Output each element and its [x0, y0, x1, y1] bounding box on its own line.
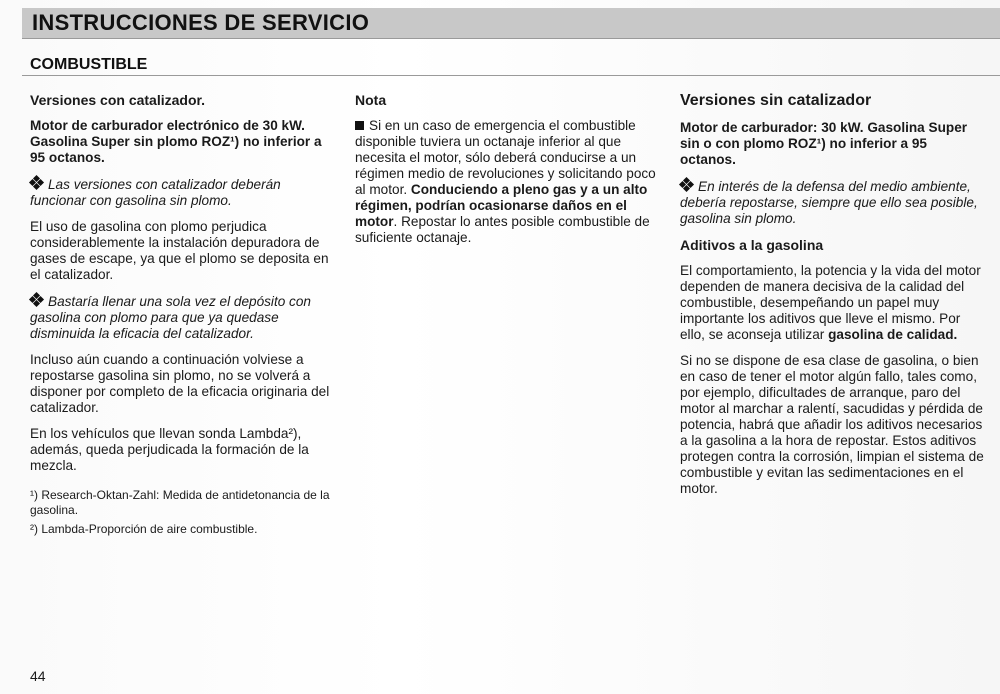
heading-note: Nota	[355, 92, 387, 108]
note-text: Bastaría llenar una sola vez el depósito con gasolina con plomo para que ya quedase disminuida la eficacia del catalizador.	[30, 294, 311, 341]
paragraph-additives-use: Si no se dispone de esa clase de gasolina, o bien en caso de tener el motor algún fallo, tales como, por ejemplo, dificultades de arranque, paro del motor al marchar a ralentí, sacudidas y pérdida de potencia, habrá que añadir los aditivos necesarios a la gasolina a la hora de repostar. Estos aditivos protegen contra la corrosión, limpian el sistema de combustible y evitan las sedimentaciones en el motor.	[680, 353, 984, 496]
warning-diamond-icon	[30, 293, 44, 307]
paragraph-quality-fuel	[680, 263, 986, 343]
note-emergency-paragraph	[355, 118, 660, 246]
column-left	[30, 92, 330, 541]
paragraph-lead-damage: El uso de gasolina con plomo perjudica considerablemente la instalación depuradora de gases de escape, ya que el plomo se deposita en el catalizador.	[30, 219, 329, 282]
column-right	[680, 92, 986, 507]
page-title: INSTRUCCIONES DE SERVICIO	[32, 10, 370, 35]
warning-diamond-icon	[680, 178, 694, 192]
section-title: COMBUSTIBLE	[30, 56, 148, 73]
section-divider	[22, 75, 1000, 76]
footnotes	[30, 488, 330, 537]
paragraph-text: El comportamiento, la potencia y la vida del motor dependen de manera decisiva de la calidad del combustible, desempeñando un papel muy importante los aditivos que lleve el mismo. Por ello, se aconseja utilizar	[680, 263, 981, 342]
paragraph-efficiency-lost: Incluso aún cuando a continuación volviese a repostarse gasolina sin plomo, no se volverá a disponer por completo de la eficacia originaria del catalizador.	[30, 352, 330, 415]
column-middle	[355, 92, 660, 256]
note-text-bold: Conduciendo a pleno gas y a un alto régimen, podrían ocasionarse daños en el motor	[355, 182, 648, 229]
heading-without-catalyst: Versiones sin catalizador	[680, 92, 872, 109]
engine-spec-no-catalyst: Motor de carburador: 30 kW. Gasolina Super sin o con plomo ROZ¹) no inferior a 95 octanos.	[680, 120, 968, 167]
footnote-2: ²) Lambda-Proporción de aire combustible.	[30, 522, 258, 536]
paragraph-lambda: En los vehículos que llevan sonda Lambda²), además, queda perjudicada la formación de la mezcla.	[30, 426, 309, 473]
note-text: Las versiones con catalizador deberán funcionar con gasolina sin plomo.	[30, 177, 281, 208]
note-text: En interés de la defensa del medio ambiente, debería repostarse, siempre que ello sea posible, gasolina sin plomo.	[680, 179, 978, 226]
note-environment	[680, 178, 986, 227]
note-text-c: . Repostar lo antes posible combustible de suficiente octanaje.	[355, 214, 650, 245]
page-number: 44	[30, 668, 46, 684]
warning-diamond-icon	[30, 176, 44, 190]
note-text-a: Si en un caso de emergencia el combustible disponible tuviera un octanaje inferior al que necesita el motor, sólo deberá conducirse a un régimen medio de revoluciones y solicitando poco al motor.	[355, 118, 656, 197]
bullet-square-icon	[355, 121, 364, 130]
note-single-fill	[30, 293, 330, 342]
footnote-1: ¹) Research-Oktan-Zahl: Medida de antidetonancia de la gasolina.	[30, 488, 330, 517]
note-unleaded-required	[30, 176, 330, 209]
paragraph-bold-text: gasolina de calidad.	[828, 327, 958, 342]
engine-spec-catalyst: Motor de carburador electrónico de 30 kW. Gasolina Super sin plomo ROZ¹) no inferior a 95 octanos.	[30, 118, 322, 165]
heading-with-catalyst: Versiones con catalizador.	[30, 92, 206, 108]
heading-additives: Aditivos a la gasolina	[680, 237, 824, 253]
